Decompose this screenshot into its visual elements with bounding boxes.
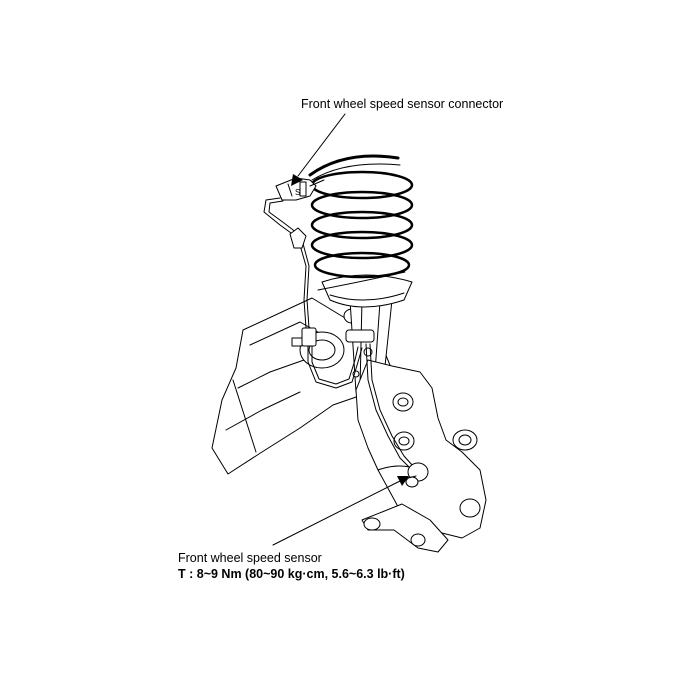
- svg-text:S: S: [295, 188, 301, 197]
- connector-callout-label: Front wheel speed sensor connector: [301, 97, 504, 111]
- torque-spec-label: T : 8~9 Nm (80~90 kg·cm, 5.6~6.3 lb·ft): [178, 567, 405, 581]
- coil-spring: [310, 156, 412, 290]
- sensor-callout-label: Front wheel speed sensor: [178, 551, 322, 565]
- steering-knuckle: [356, 360, 486, 552]
